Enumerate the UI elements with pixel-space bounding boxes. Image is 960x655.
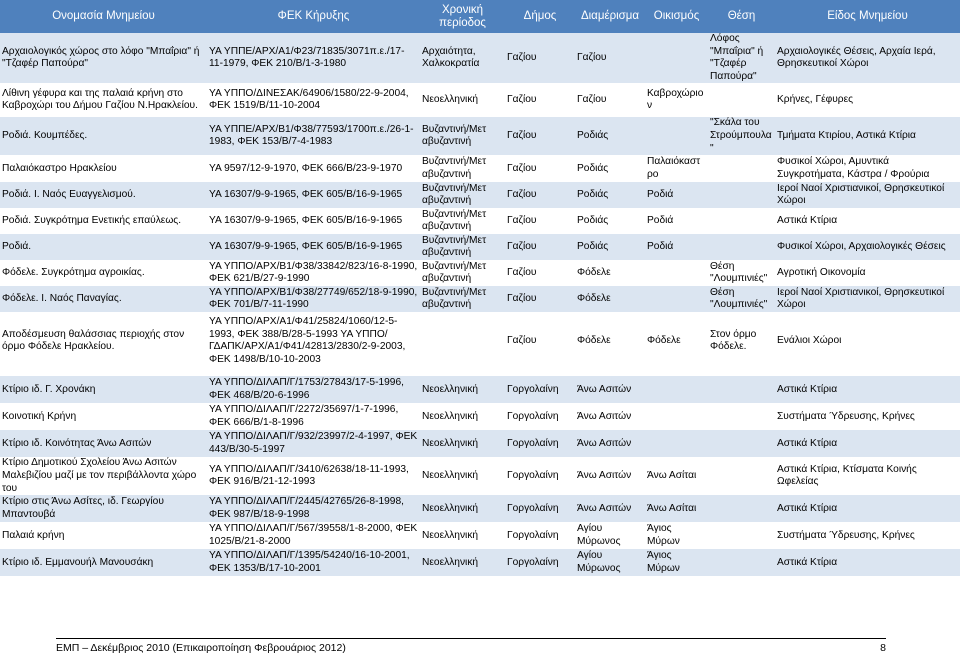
cell-type: Αστικά Κτίρια xyxy=(775,430,960,457)
header-municipality: Δήμος xyxy=(505,0,575,33)
cell-name: Κοινοτική Κρήνη xyxy=(0,403,207,430)
cell-type: Αστικά Κτίρια xyxy=(775,549,960,576)
header-period: Χρονική περίοδος xyxy=(420,0,505,33)
cell-municipality: Γαζίου xyxy=(505,208,575,234)
header-row xyxy=(0,0,960,33)
cell-fek: ΥΑ ΥΠΠΟ/ΔΙΛΑΠ/Γ/2445/42765/26-8-1998, ΦΕΚ 987/Β/18-9-1998 xyxy=(207,495,420,522)
cell-fek: ΥΑ ΥΠΠΟ/ΔΙΛΑΠ/Γ/1753/27843/17-5-1996, ΦΕΚ 468/Β/20-6-1996 xyxy=(207,376,420,403)
cell-municipality: Γαζίου xyxy=(505,312,575,370)
table-row xyxy=(0,549,960,576)
cell-fek: ΥΑ ΥΠΠΕ/ΑΡΧ/Β1/Φ38/77593/1700π.ε./26-1-1983, ΦΕΚ 153/Β/7-4-1983 xyxy=(207,117,420,155)
cell-fek: ΥΑ ΥΠΠΟ/ΔΙΛΑΠ/Γ/567/39558/1-8-2000, ΦΕΚ 1025/Β/21-8-2000 xyxy=(207,522,420,549)
cell-location: Στον όρμο Φόδελε. xyxy=(708,312,775,370)
cell-fek: ΥΑ 16307/9-9-1965, ΦΕΚ 605/Β/16-9-1965 xyxy=(207,182,420,208)
cell-location: Λόφος "Μπαΐρια" ή "Τζαφέρ Παπούρα" xyxy=(708,33,775,83)
cell-name: Παλαιά κρήνη xyxy=(0,522,207,549)
table-row xyxy=(0,260,960,286)
cell-district: Αγίου Μύρωνος xyxy=(575,549,645,576)
cell-type: Αστικά Κτίρια xyxy=(775,208,960,234)
cell-period: Βυζαντινή/Μετ αβυζαντινή xyxy=(420,234,505,260)
cell-district: Γαζίου xyxy=(575,83,645,117)
cell-municipality: Γαζίου xyxy=(505,33,575,83)
cell-municipality: Γοργολαίνη xyxy=(505,549,575,576)
cell-name: Κτίριο Δημοτικού Σχολείου Άνω Ασιτών Μαλεβιζίου μαζί με τον περιβάλλοντα χώρο του xyxy=(0,457,207,495)
cell-location xyxy=(708,208,775,234)
cell-name: Φόδελε. Συγκρότημα αγροικίας. xyxy=(0,260,207,286)
cell-municipality: Γαζίου xyxy=(505,155,575,182)
table-row xyxy=(0,83,960,117)
header-settlement: Οικισμός xyxy=(645,0,708,33)
footer-text: ΕΜΠ – Δεκέμβριος 2010 (Επικαιροποίηση Φεβρουάριος 2012) xyxy=(56,642,346,654)
page-number: 8 xyxy=(880,642,886,654)
header-district: Διαμέρισμα xyxy=(575,0,645,33)
cell-municipality: Γοργολαίνη xyxy=(505,376,575,403)
cell-fek: ΥΑ ΥΠΠΟ/ΔΙΛΑΠ/Γ/2272/35697/1-7-1996, ΦΕΚ 666/Β/1-8-1996 xyxy=(207,403,420,430)
cell-location xyxy=(708,155,775,182)
cell-settlement xyxy=(645,430,708,457)
cell-settlement: Καβροχώριο ν xyxy=(645,83,708,117)
cell-fek: ΥΑ ΥΠΠΟ/ΔΙΛΑΠ/Γ/1395/54240/16-10-2001, ΦΕΚ 1353/Β/17-10-2001 xyxy=(207,549,420,576)
cell-location: "Σκάλα του Στρούμπουλα " xyxy=(708,117,775,155)
cell-district: Φόδελε xyxy=(575,260,645,286)
cell-district: Άνω Ασιτών xyxy=(575,495,645,522)
cell-period: Νεοελληνική xyxy=(420,376,505,403)
cell-municipality: Γαζίου xyxy=(505,83,575,117)
cell-name: Αποδέσμευση θαλάσσιας περιοχής στον όρμο Φόδελε Ηρακλείου. xyxy=(0,312,207,370)
table-row xyxy=(0,312,960,370)
cell-name: Αρχαιολογικός χώρος στο λόφο "Μπαΐρια" ή "Τζαφέρ Παπούρα" xyxy=(0,33,207,83)
cell-fek: ΥΑ 9597/12-9-1970, ΦΕΚ 666/Β/23-9-1970 xyxy=(207,155,420,182)
cell-type: Συστήματα Ύδρευσης, Κρήνες xyxy=(775,403,960,430)
cell-name: Ροδιά. Κουμπέδες. xyxy=(0,117,207,155)
cell-name: Ροδιά. xyxy=(0,234,207,260)
cell-fek: ΥΑ ΥΠΠΟ/ΑΡΧ/Β1/Φ38/33842/823/16-8-1990, ΦΕΚ 621/Β/27-9-1990 xyxy=(207,260,420,286)
cell-type: Ιεροί Ναοί Χριστιανικοί, Θρησκευτικοί Χώροι xyxy=(775,182,960,208)
cell-district: Φόδελε xyxy=(575,312,645,370)
cell-fek: ΥΑ ΥΠΠΕ/ΑΡΧ/Α1/Φ23/71835/3071π.ε./17-11-1979, ΦΕΚ 210/Β/1-3-1980 xyxy=(207,33,420,83)
cell-municipality: Γοργολαίνη xyxy=(505,495,575,522)
cell-fek: ΥΑ ΥΠΠΟ/ΔΙΝΕΣΑΚ/64906/1580/22-9-2004, ΦΕΚ 1519/Β/11-10-2004 xyxy=(207,83,420,117)
cell-municipality: Γοργολαίνη xyxy=(505,403,575,430)
cell-period: Νεοελληνική xyxy=(420,522,505,549)
cell-municipality: Γαζίου xyxy=(505,117,575,155)
cell-period: Βυζαντινή/Μετ αβυζαντινή xyxy=(420,286,505,312)
cell-district: Ροδιάς xyxy=(575,117,645,155)
cell-type: Τμήματα Κτιρίου, Αστικά Κτίρια xyxy=(775,117,960,155)
cell-district: Ροδιάς xyxy=(575,155,645,182)
cell-fek: ΥΑ ΥΠΠΟ/ΔΙΛΑΠ/Γ/3410/62638/18-11-1993, ΦΕΚ 916/Β/21-12-1993 xyxy=(207,457,420,495)
cell-location: Θέση "Λουμπινιές" xyxy=(708,286,775,312)
cell-period: Αρχαιότητα, Χαλκοκρατία xyxy=(420,33,505,83)
cell-settlement xyxy=(645,376,708,403)
cell-type: Φυσικοί Χώροι, Αμυντικά Συγκροτήματα, Κάστρα / Φρούρια xyxy=(775,155,960,182)
cell-type: Ενάλιοι Χώροι xyxy=(775,312,960,370)
cell-type: Συστήματα Ύδρευσης, Κρήνες xyxy=(775,522,960,549)
cell-period: Νεοελληνική xyxy=(420,549,505,576)
cell-fek: ΥΑ ΥΠΠΟ/ΔΙΛΑΠ/Γ/932/23997/2-4-1997, ΦΕΚ 443/Β/30-5-1997 xyxy=(207,430,420,457)
cell-period: Βυζαντινή/Μετ αβυζαντινή xyxy=(420,117,505,155)
table-row xyxy=(0,117,960,155)
cell-location xyxy=(708,234,775,260)
cell-location xyxy=(708,549,775,576)
cell-name: Κτίριο ιδ. Γ. Χρονάκη xyxy=(0,376,207,403)
cell-district: Άνω Ασιτών xyxy=(575,430,645,457)
table-row xyxy=(0,376,960,403)
cell-settlement: Άνω Ασίται xyxy=(645,495,708,522)
cell-location xyxy=(708,403,775,430)
cell-district: Αγίου Μύρωνος xyxy=(575,522,645,549)
cell-location: Θέση "Λουμπινιές" xyxy=(708,260,775,286)
table-row xyxy=(0,33,960,83)
cell-location xyxy=(708,83,775,117)
cell-location xyxy=(708,430,775,457)
cell-settlement: Άγιος Μύρων xyxy=(645,522,708,549)
table-row xyxy=(0,286,960,312)
cell-municipality: Γαζίου xyxy=(505,286,575,312)
cell-settlement xyxy=(645,260,708,286)
cell-district: Ροδιάς xyxy=(575,208,645,234)
cell-location xyxy=(708,182,775,208)
table-row xyxy=(0,234,960,260)
cell-location xyxy=(708,522,775,549)
cell-settlement: Παλαιόκαστ ρο xyxy=(645,155,708,182)
cell-type: Ιεροί Ναοί Χριστιανικοί, Θρησκευτικοί Χώροι xyxy=(775,286,960,312)
cell-type: Αστικά Κτίρια xyxy=(775,376,960,403)
cell-type: Αρχαιολογικές Θέσεις, Αρχαία Ιερά, Θρησκευτικοί Χώροι xyxy=(775,33,960,83)
cell-period xyxy=(420,312,505,370)
cell-municipality: Γοργολαίνη xyxy=(505,522,575,549)
cell-location xyxy=(708,376,775,403)
cell-district: Γαζίου xyxy=(575,33,645,83)
cell-period: Νεοελληνική xyxy=(420,430,505,457)
cell-name: Λίθινη γέφυρα και της παλαιά κρήνη στο Καβροχώρι του Δήμου Γαζίου Ν.Ηρακλείου. xyxy=(0,83,207,117)
page-footer xyxy=(56,638,886,655)
cell-fek: ΥΑ ΥΠΠΟ/ΑΡΧ/Α1/Φ41/25824/1060/12-5-1993, ΦΕΚ 388/Β/28-5-1993 ΥΑ ΥΠΠΟ/ΓΔΑΠΚ/ΑΡΧ/Α1/Φ41/42813/2830/2-9-2003, ΦΕΚ 1498/Β/10-10-2003 xyxy=(207,312,420,370)
cell-name: Κτίριο ιδ. Εμμανουήλ Μανουσάκη xyxy=(0,549,207,576)
cell-fek: ΥΑ 16307/9-9-1965, ΦΕΚ 605/Β/16-9-1965 xyxy=(207,234,420,260)
cell-district: Ροδιάς xyxy=(575,182,645,208)
cell-settlement: Άγιος Μύρων xyxy=(645,549,708,576)
cell-type: Αστικά Κτίρια, Κτίσματα Κοινής Ωφελείας xyxy=(775,457,960,495)
cell-fek: ΥΑ 16307/9-9-1965, ΦΕΚ 605/Β/16-9-1965 xyxy=(207,208,420,234)
cell-municipality: Γαζίου xyxy=(505,182,575,208)
cell-period: Νεοελληνική xyxy=(420,83,505,117)
cell-location xyxy=(708,457,775,495)
cell-municipality: Γοργολαίνη xyxy=(505,457,575,495)
cell-name: Ροδιά. Ι. Ναός Ευαγγελισμού. xyxy=(0,182,207,208)
cell-settlement: Ροδιά xyxy=(645,182,708,208)
cell-period: Βυζαντινή/Μετ αβυζαντινή xyxy=(420,155,505,182)
cell-location xyxy=(708,495,775,522)
cell-settlement: Ροδιά xyxy=(645,208,708,234)
table-row xyxy=(0,457,960,495)
header-location: Θέση xyxy=(708,0,775,33)
cell-period: Βυζαντινή/Μετ αβυζαντινή xyxy=(420,260,505,286)
cell-period: Νεοελληνική xyxy=(420,403,505,430)
cell-settlement: Φόδελε xyxy=(645,312,708,370)
table-row xyxy=(0,182,960,208)
cell-settlement xyxy=(645,286,708,312)
cell-district: Άνω Ασιτών xyxy=(575,403,645,430)
cell-name: Ροδιά. Συγκρότημα Ενετικής επαύλεως. xyxy=(0,208,207,234)
cell-period: Νεοελληνική xyxy=(420,495,505,522)
cell-district: Άνω Ασιτών xyxy=(575,376,645,403)
cell-settlement xyxy=(645,403,708,430)
header-type: Είδος Μνημείου xyxy=(775,0,960,33)
cell-settlement: Ροδιά xyxy=(645,234,708,260)
cell-municipality: Γοργολαίνη xyxy=(505,430,575,457)
cell-period: Βυζαντινή/Μετ αβυζαντινή xyxy=(420,182,505,208)
cell-municipality: Γαζίου xyxy=(505,234,575,260)
cell-municipality: Γαζίου xyxy=(505,260,575,286)
cell-settlement xyxy=(645,33,708,83)
table-row xyxy=(0,495,960,522)
cell-settlement: Άνω Ασίται xyxy=(645,457,708,495)
cell-name: Κτίριο στις Άνω Ασίτες, ιδ. Γεωργίου Μπαντουβά xyxy=(0,495,207,522)
cell-type: Αγροτική Οικονομία xyxy=(775,260,960,286)
header-name: Ονομασία Μνημείου xyxy=(0,0,207,33)
table-row xyxy=(0,208,960,234)
cell-type: Φυσικοί Χώροι, Αρχαιολογικές Θέσεις xyxy=(775,234,960,260)
table-row xyxy=(0,403,960,430)
header-fek: ΦΕΚ Κήρυξης xyxy=(207,0,420,33)
cell-district: Άνω Ασιτών xyxy=(575,457,645,495)
table-row xyxy=(0,522,960,549)
cell-period: Βυζαντινή/Μετ αβυζαντινή xyxy=(420,208,505,234)
cell-name: Φόδελε. Ι. Ναός Παναγίας. xyxy=(0,286,207,312)
cell-type: Αστικά Κτίρια xyxy=(775,495,960,522)
table-row xyxy=(0,155,960,182)
table-row xyxy=(0,430,960,457)
cell-name: Κτίριο ιδ. Κοινότητας Άνω Ασιτών xyxy=(0,430,207,457)
cell-district: Φόδελε xyxy=(575,286,645,312)
cell-type: Κρήνες, Γέφυρες xyxy=(775,83,960,117)
cell-name: Παλαιόκαστρο Ηρακλείου xyxy=(0,155,207,182)
cell-district: Ροδιάς xyxy=(575,234,645,260)
cell-period: Νεοελληνική xyxy=(420,457,505,495)
cell-fek: ΥΑ ΥΠΠΟ/ΑΡΧ/Β1/Φ38/27749/652/18-9-1990, ΦΕΚ 701/Β/7-11-1990 xyxy=(207,286,420,312)
cell-settlement xyxy=(645,117,708,155)
